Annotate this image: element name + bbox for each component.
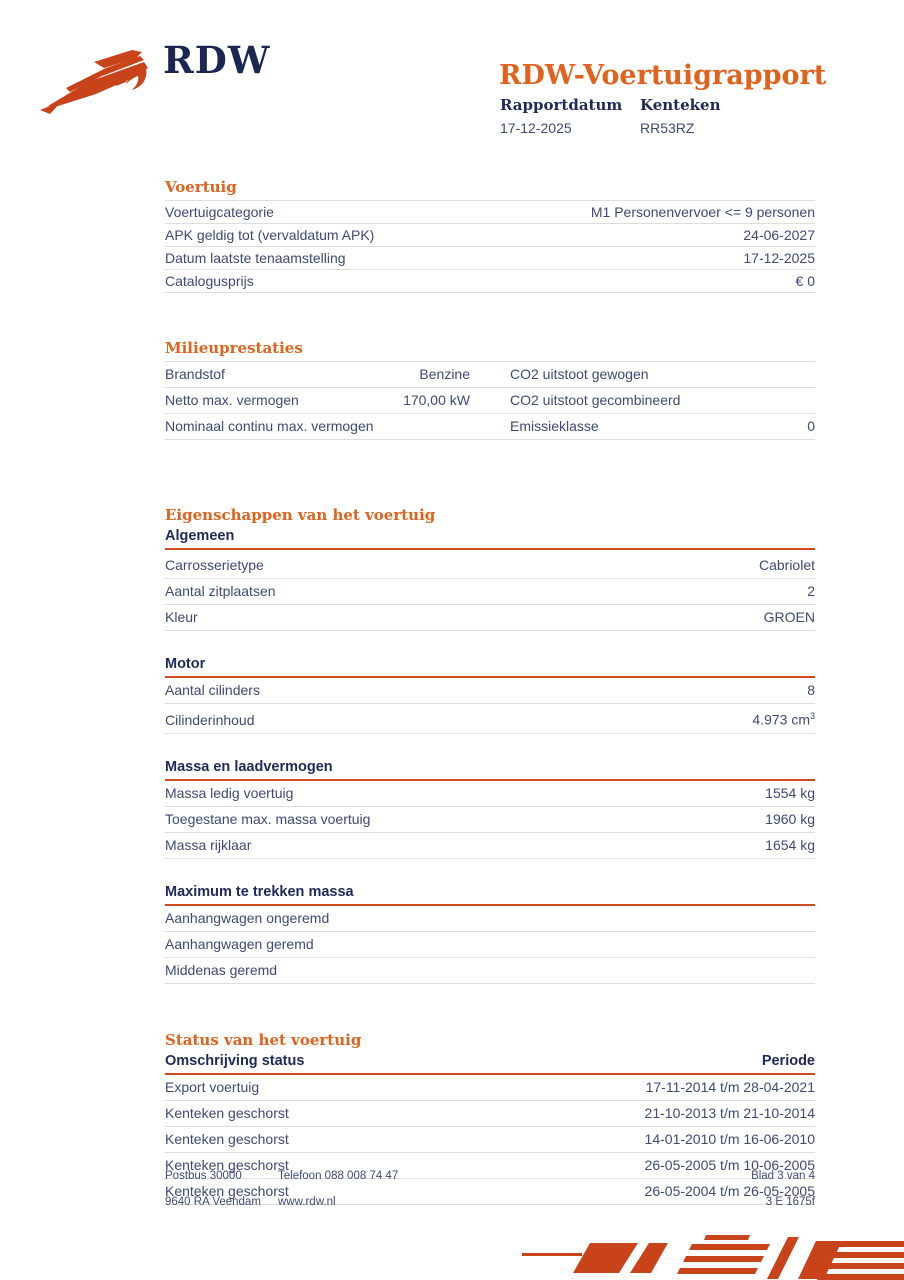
row-label: Carrosserietype (165, 557, 264, 573)
table-row (165, 781, 815, 807)
row-value: M1 Personenvervoer <= 9 personen (590, 204, 815, 220)
row-label: Datum laatste tenaamstelling (165, 250, 346, 266)
section-title: Milieuprestaties (165, 339, 303, 357)
row-label: Aanhangwagen geremd (165, 935, 314, 952)
row-label: Massa ledig voertuig (165, 784, 294, 801)
table-row (165, 1075, 815, 1101)
footer-doc-code: 3 E 1675f (765, 1196, 815, 1208)
row-label: Nominaal continu max. vermogen (165, 418, 374, 434)
table-row (165, 704, 815, 734)
subsection-title-algemeen: Algemeen (165, 528, 815, 550)
table-row (165, 1127, 815, 1153)
row-label: Toegestane max. massa voertuig (165, 810, 371, 827)
row-label: CO2 uitstoot gecombineerd (510, 392, 681, 408)
table-row (165, 807, 815, 833)
table-row (165, 414, 815, 440)
row-label: Aantal cilinders (165, 682, 260, 698)
table-row (165, 579, 815, 605)
report-date-value: 17-12-2025 (500, 120, 572, 136)
row-label: Aantal zitplaatsen (165, 583, 276, 599)
page-footer (165, 1170, 815, 1222)
subsection-title-massa: Massa en laadvermogen (165, 759, 815, 781)
row-label: Aanhangwagen ongeremd (165, 909, 330, 926)
row-value: 0 (807, 418, 815, 434)
row-label: Brandstof (165, 366, 225, 382)
status-description: Kenteken geschorst (165, 1130, 289, 1147)
kenteken-value: RR53RZ (640, 120, 695, 136)
section-voertuig (165, 178, 815, 293)
footer-website: www.rdw.nl (278, 1196, 336, 1208)
row-value: 2 (807, 583, 815, 599)
section-milieuprestaties (165, 339, 815, 440)
table-row (165, 605, 815, 631)
status-period: 21-10-2013 t/m 21-10-2014 (644, 1104, 815, 1121)
rdw-stripes-graphic (520, 1232, 904, 1280)
status-period: 26-05-2005 t/m 10-06-2005 (644, 1156, 815, 1173)
status-period: 26-05-2004 t/m 26-05-2005 (644, 1182, 815, 1199)
row-value: GROEN (763, 609, 815, 625)
report-date-label: Rapportdatum (500, 96, 623, 114)
table-row (165, 932, 815, 958)
row-label: Middenas geremd (165, 961, 278, 978)
row-value: 17-12-2025 (743, 250, 815, 266)
footer-phone: Telefoon 088 008 74 47 (278, 1170, 399, 1182)
table-row (165, 678, 815, 704)
row-label: Voertuigcategorie (165, 204, 274, 220)
row-label: Massa rijklaar (165, 836, 252, 853)
subsection-title-motor: Motor (165, 656, 815, 678)
row-label: Catalogusprijs (165, 273, 254, 289)
rdw-logo-text: RDW (163, 38, 271, 82)
status-description: Kenteken geschorst (165, 1104, 289, 1121)
table-row (165, 388, 815, 414)
section-title: Status van het voertuig (165, 1030, 362, 1049)
table-row (165, 1101, 815, 1127)
row-label: APK geldig tot (vervaldatum APK) (165, 227, 375, 243)
status-description: Kenteken geschorst (165, 1156, 289, 1173)
page-title: RDW-Voertuigrapport (499, 60, 827, 92)
report-meta (500, 96, 720, 136)
row-label: CO2 uitstoot gewogen (510, 366, 649, 382)
row-value: Benzine (419, 366, 470, 382)
row-label: Kleur (165, 609, 198, 625)
column-header-periode: Periode (761, 1052, 815, 1069)
section-title: Eigenschappen van het voertuig (165, 506, 436, 524)
footer-page-indicator: Blad 3 van 4 (751, 1170, 815, 1182)
rdw-logo-feather-icon (36, 44, 156, 118)
section-eigenschappen (165, 506, 815, 984)
superscript: 3 (809, 711, 815, 721)
status-table-header (165, 1053, 815, 1075)
table-row (165, 270, 815, 293)
row-label: Netto max. vermogen (165, 392, 299, 408)
footer-address-line1: Postbus 30000 (165, 1170, 242, 1182)
report-body (165, 178, 815, 1205)
row-value: 1654 kg (765, 836, 815, 853)
column-header-status: Omschrijving status (165, 1052, 305, 1069)
row-value: 8 (807, 682, 815, 698)
table-row (165, 906, 815, 932)
row-value: 1554 kg (765, 784, 815, 801)
status-description: Kenteken geschorst (165, 1182, 289, 1199)
row-value: 24-06-2027 (743, 227, 815, 243)
subsection-title-trekken: Maximum te trekken massa (165, 884, 815, 906)
row-value: 4.973 $cm^3$ (752, 711, 815, 728)
table-row (165, 833, 815, 859)
table-row (165, 958, 815, 984)
row-label: Cilinderinhoud (165, 711, 255, 728)
row-value: Cabriolet (758, 557, 815, 573)
status-period: 17-11-2014 t/m 28-04-2021 (645, 1078, 815, 1095)
table-row (165, 247, 815, 270)
section-title: Voertuig (165, 178, 237, 196)
table-row (165, 224, 815, 247)
status-period: 14-01-2010 t/m 16-06-2010 (644, 1130, 815, 1147)
row-value: 170,00 kW (403, 392, 470, 408)
table-row (165, 553, 815, 579)
row-value: € 0 (795, 273, 815, 289)
table-row (165, 362, 815, 388)
row-value: 1960 kg (765, 810, 815, 827)
footer-address-line2: 9640 RA Veendam (165, 1196, 261, 1208)
table-row (165, 201, 815, 224)
kenteken-label: Kenteken (640, 96, 721, 114)
row-label: Emissieklasse (510, 418, 599, 434)
status-description: Export voertuig (165, 1078, 260, 1095)
